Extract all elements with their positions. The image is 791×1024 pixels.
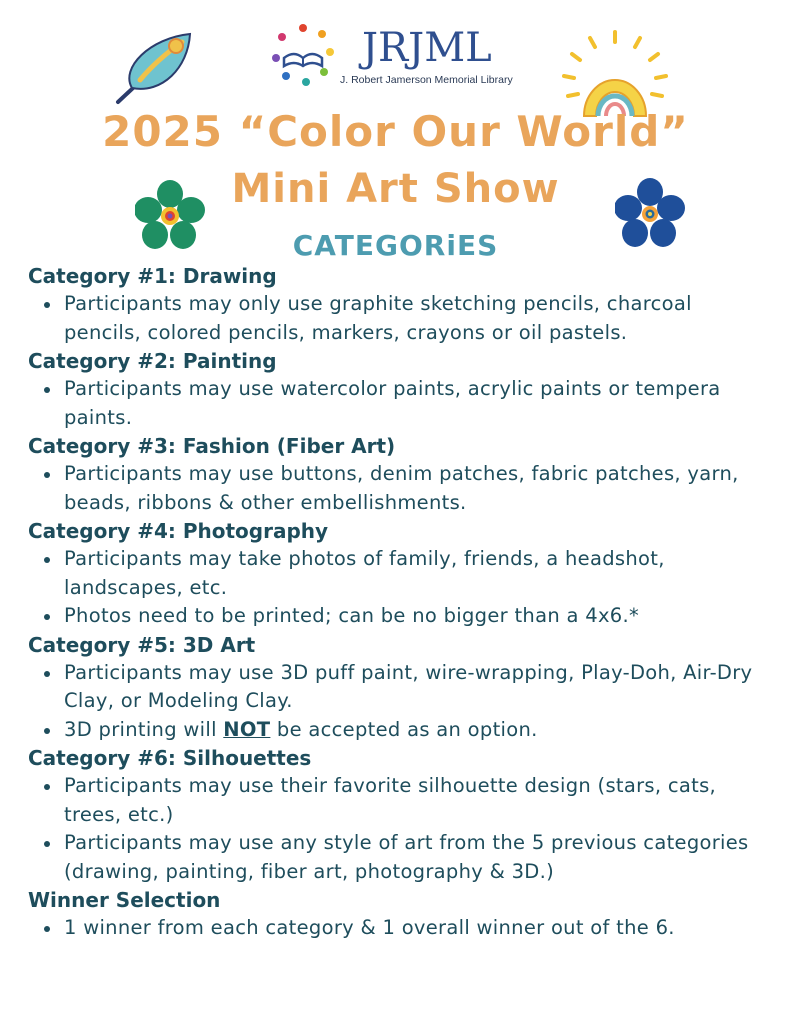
category-heading: Category #2: Painting (28, 349, 277, 373)
category-photography (28, 517, 768, 631)
section-title: CATEGORiES (292, 229, 499, 262)
category-heading: Category #1: Drawing (28, 264, 277, 288)
category-painting (28, 347, 768, 432)
list-item: Participants may use watercolor paints, acrylic paints or tempera paints. (28, 375, 768, 432)
item-text: 3D printing will (64, 717, 224, 741)
list-item (28, 716, 768, 745)
category-fashion (28, 432, 768, 517)
list-item: Participants may only use graphite sketching pencils, charcoal pencils, colored pencils, markers, crayons or oil pastels. (28, 290, 768, 347)
list-item: 1 winner from each category & 1 overall winner out of the 6. (28, 914, 768, 943)
category-3d-art (28, 631, 768, 745)
list-item: Participants may use buttons, denim patches, fabric patches, yarn, beads, ribbons & other embellishments. (28, 460, 768, 517)
green-flower-icon (135, 180, 205, 250)
show-title: 2025 “Color Our World” (102, 107, 689, 156)
logo-subtitle: J. Robert Jamerson Memorial Library (340, 74, 513, 86)
logo-title: JRJML (362, 25, 492, 71)
category-heading: Category #3: Fashion (Fiber Art) (28, 434, 396, 458)
category-heading: Category #4: Photography (28, 519, 329, 543)
category-heading: Category #5: 3D Art (28, 632, 256, 657)
category-heading: Winner Selection (28, 888, 221, 912)
open-book-logo-icon (270, 22, 336, 88)
list-item: Participants may take photos of family, friends, a headshot, landscapes, etc. (28, 545, 768, 602)
blue-flower-icon (615, 178, 685, 248)
list-item: Participants may use their favorite silhouette design (stars, cats, trees, etc.) (28, 772, 768, 829)
feather-icon (110, 28, 200, 108)
list-item: Participants may use 3D puff paint, wire-wrapping, Play-Doh, Air-Dry Clay, or Modeling Clay. (28, 659, 768, 716)
list-item: Photos need to be printed; can be no bigger than a 4x6.* (28, 602, 768, 631)
library-logo (270, 22, 530, 92)
category-heading: Category #6: Silhouettes (28, 746, 312, 770)
winner-selection (28, 886, 768, 943)
list-item: Participants may use any style of art from the 5 previous categories (drawing, painting, fiber art, photography & 3D.) (28, 829, 768, 886)
show-subtitle: Mini Art Show (231, 166, 560, 212)
category-silhouettes (28, 744, 768, 886)
categories-list (28, 262, 768, 943)
emphasis-text: NOT (223, 717, 271, 741)
item-text: be accepted as an option. (270, 717, 538, 741)
category-drawing (28, 262, 768, 347)
